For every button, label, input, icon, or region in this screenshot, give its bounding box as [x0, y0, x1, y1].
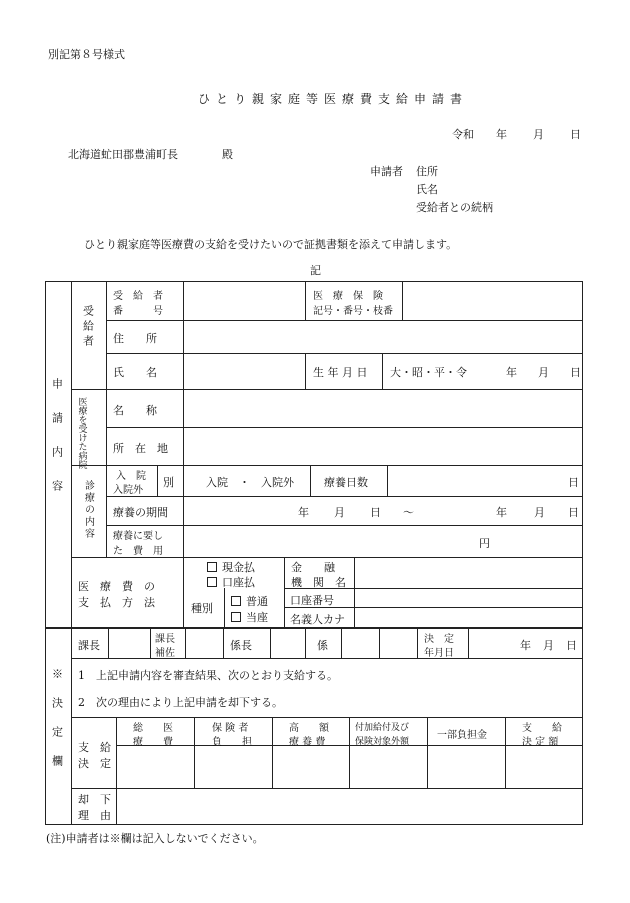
cost-label-2: た 費 用 [113, 546, 163, 557]
ki-label: 記 [310, 264, 321, 277]
period-start-day: 日 [370, 506, 381, 519]
kacho-label: 課長 [78, 639, 100, 652]
ordinary-option[interactable]: 普通 [231, 593, 268, 609]
col-high-cost-1: 高 額 [289, 723, 329, 734]
hospital-label: 医療を受けた病院 [76, 397, 87, 469]
applicant-address-label: 住所 [416, 165, 438, 178]
treatment-days-unit: 日 [568, 476, 579, 489]
insurance-label-2: 記号・番号・枝番 [313, 306, 393, 317]
decision-date-label-2: 年月日 [424, 648, 454, 659]
period-end-day: 日 [568, 506, 579, 519]
birth-day-label: 日 [570, 366, 581, 379]
birth-month-label: 月 [538, 366, 549, 379]
section-label-application: 申請内容 [50, 378, 64, 514]
account-type-label: 種別 [191, 602, 213, 615]
decision-line-1: 1 上記申請内容を審査結果、次のとおり支給する。 [78, 669, 338, 682]
outpatient-label: 入院外 [113, 485, 143, 496]
kakari-label: 係 [317, 639, 328, 652]
form-number: 別記第８号様式 [48, 48, 125, 61]
cost-label-1: 療養に要し [113, 531, 163, 542]
hospital-name-label: 名 称 [113, 404, 157, 417]
payment-method-label-2: 支 払 方 法 [78, 596, 155, 609]
reject-reason-label-2: 理 由 [78, 809, 111, 822]
decision-year-label: 年 [520, 639, 531, 652]
form-title: ひとり親家庭等医療費支給申請書 [198, 92, 469, 106]
payment-decision-label-2: 決 定 [78, 757, 111, 770]
ordinary-checkbox[interactable] [231, 596, 241, 606]
account-option[interactable]: 口座払 [207, 574, 255, 590]
date-era: 令和 [452, 128, 474, 141]
applicant-label: 申請者 [370, 165, 403, 178]
inout-betsu: 別 [163, 476, 174, 489]
section-label-decision: ※決定欄 [50, 668, 64, 784]
cost-unit: 円 [479, 537, 490, 550]
treatment-label: 診療の内容 [82, 480, 94, 540]
recipient-name-label: 氏 名 [113, 366, 157, 379]
period-end-month: 月 [534, 506, 545, 519]
date-year-label: 年 [496, 128, 507, 141]
kacho-hosa-label-1: 課長 [155, 634, 175, 645]
col-payment-amount-2: 決 定 額 [522, 737, 559, 748]
decision-line-2: 2 次の理由により上記申請を却下する。 [78, 696, 283, 709]
recipient-number-label-1: 受 給 者 [113, 291, 163, 302]
cash-checkbox[interactable] [207, 562, 217, 572]
col-insurer-2: 負 担 [212, 737, 252, 748]
account-holder-kana-label: 名義人カナ [290, 613, 345, 626]
recipient-address-label: 住 所 [113, 332, 157, 345]
addressee: 北海道虻田郡豊浦町長 [68, 148, 178, 161]
application-statement: ひとり親家庭等医療費の支給を受けたいので証拠書類を添えて申請します。 [84, 238, 458, 251]
inpatient-label: 入 院 [116, 471, 146, 482]
recipient-group-label: 受給者 [81, 305, 95, 350]
birth-year-label: 年 [506, 366, 517, 379]
honorific: 殿 [222, 148, 233, 161]
reject-reason-label-1: 却 下 [78, 793, 111, 806]
birth-eras: 大・昭・平・令 [390, 366, 467, 379]
col-additional-2: 保険対象外額 [355, 737, 410, 747]
treatment-days-label: 療養日数 [324, 476, 368, 489]
col-copayment: 一部負担金 [437, 730, 487, 741]
bank-label-2: 機 関 名 [291, 576, 346, 589]
bank-label-1: 金 融 [291, 561, 335, 574]
payment-method-label-1: 医 療 費 の [78, 580, 155, 593]
hospital-location-label: 所 在 地 [113, 442, 168, 455]
cash-option[interactable]: 現金払 [207, 559, 255, 575]
period-start-month: 月 [334, 506, 345, 519]
decision-date-label-1: 決 定 [424, 634, 454, 645]
treatment-period-label: 療養の期間 [113, 506, 168, 519]
col-insurer-1: 保 険 者 [212, 723, 249, 734]
col-high-cost-2: 療 養 費 [289, 737, 326, 748]
payment-decision-label-1: 支 給 [78, 741, 111, 754]
insurance-label-1: 医 療 保 険 [313, 291, 383, 302]
decision-day-label: 日 [566, 639, 577, 652]
applicant-relation-label: 受給者との続柄 [416, 201, 493, 214]
date-month-label: 月 [533, 128, 544, 141]
period-start-year: 年 [298, 506, 309, 519]
kacho-hosa-label-2: 補佐 [155, 648, 175, 659]
recipient-number-label-2: 番 号 [113, 306, 163, 317]
col-additional-1: 付加給付及び [355, 723, 410, 733]
col-payment-amount-1: 支 給 [522, 723, 562, 734]
footer-note: (注)申請者は※欄は記入しないでください。 [46, 832, 264, 845]
col-total-medical-2: 療 費 [133, 737, 173, 748]
checking-checkbox[interactable] [231, 612, 241, 622]
checking-option[interactable]: 当座 [231, 609, 268, 625]
decision-month-label: 月 [543, 639, 554, 652]
applicant-name-label: 氏名 [416, 183, 438, 196]
birthdate-label: 生 年 月 日 [313, 366, 368, 379]
date-day-label: 日 [570, 128, 581, 141]
account-checkbox[interactable] [207, 577, 217, 587]
kakaricho-label: 係長 [230, 639, 252, 652]
period-end-year: 年 [496, 506, 507, 519]
col-total-medical-1: 総 医 [133, 723, 173, 734]
period-separator: 〜 [403, 506, 414, 519]
account-number-label: 口座番号 [290, 594, 334, 607]
inout-options[interactable]: 入院 ・ 入院外 [206, 476, 294, 489]
